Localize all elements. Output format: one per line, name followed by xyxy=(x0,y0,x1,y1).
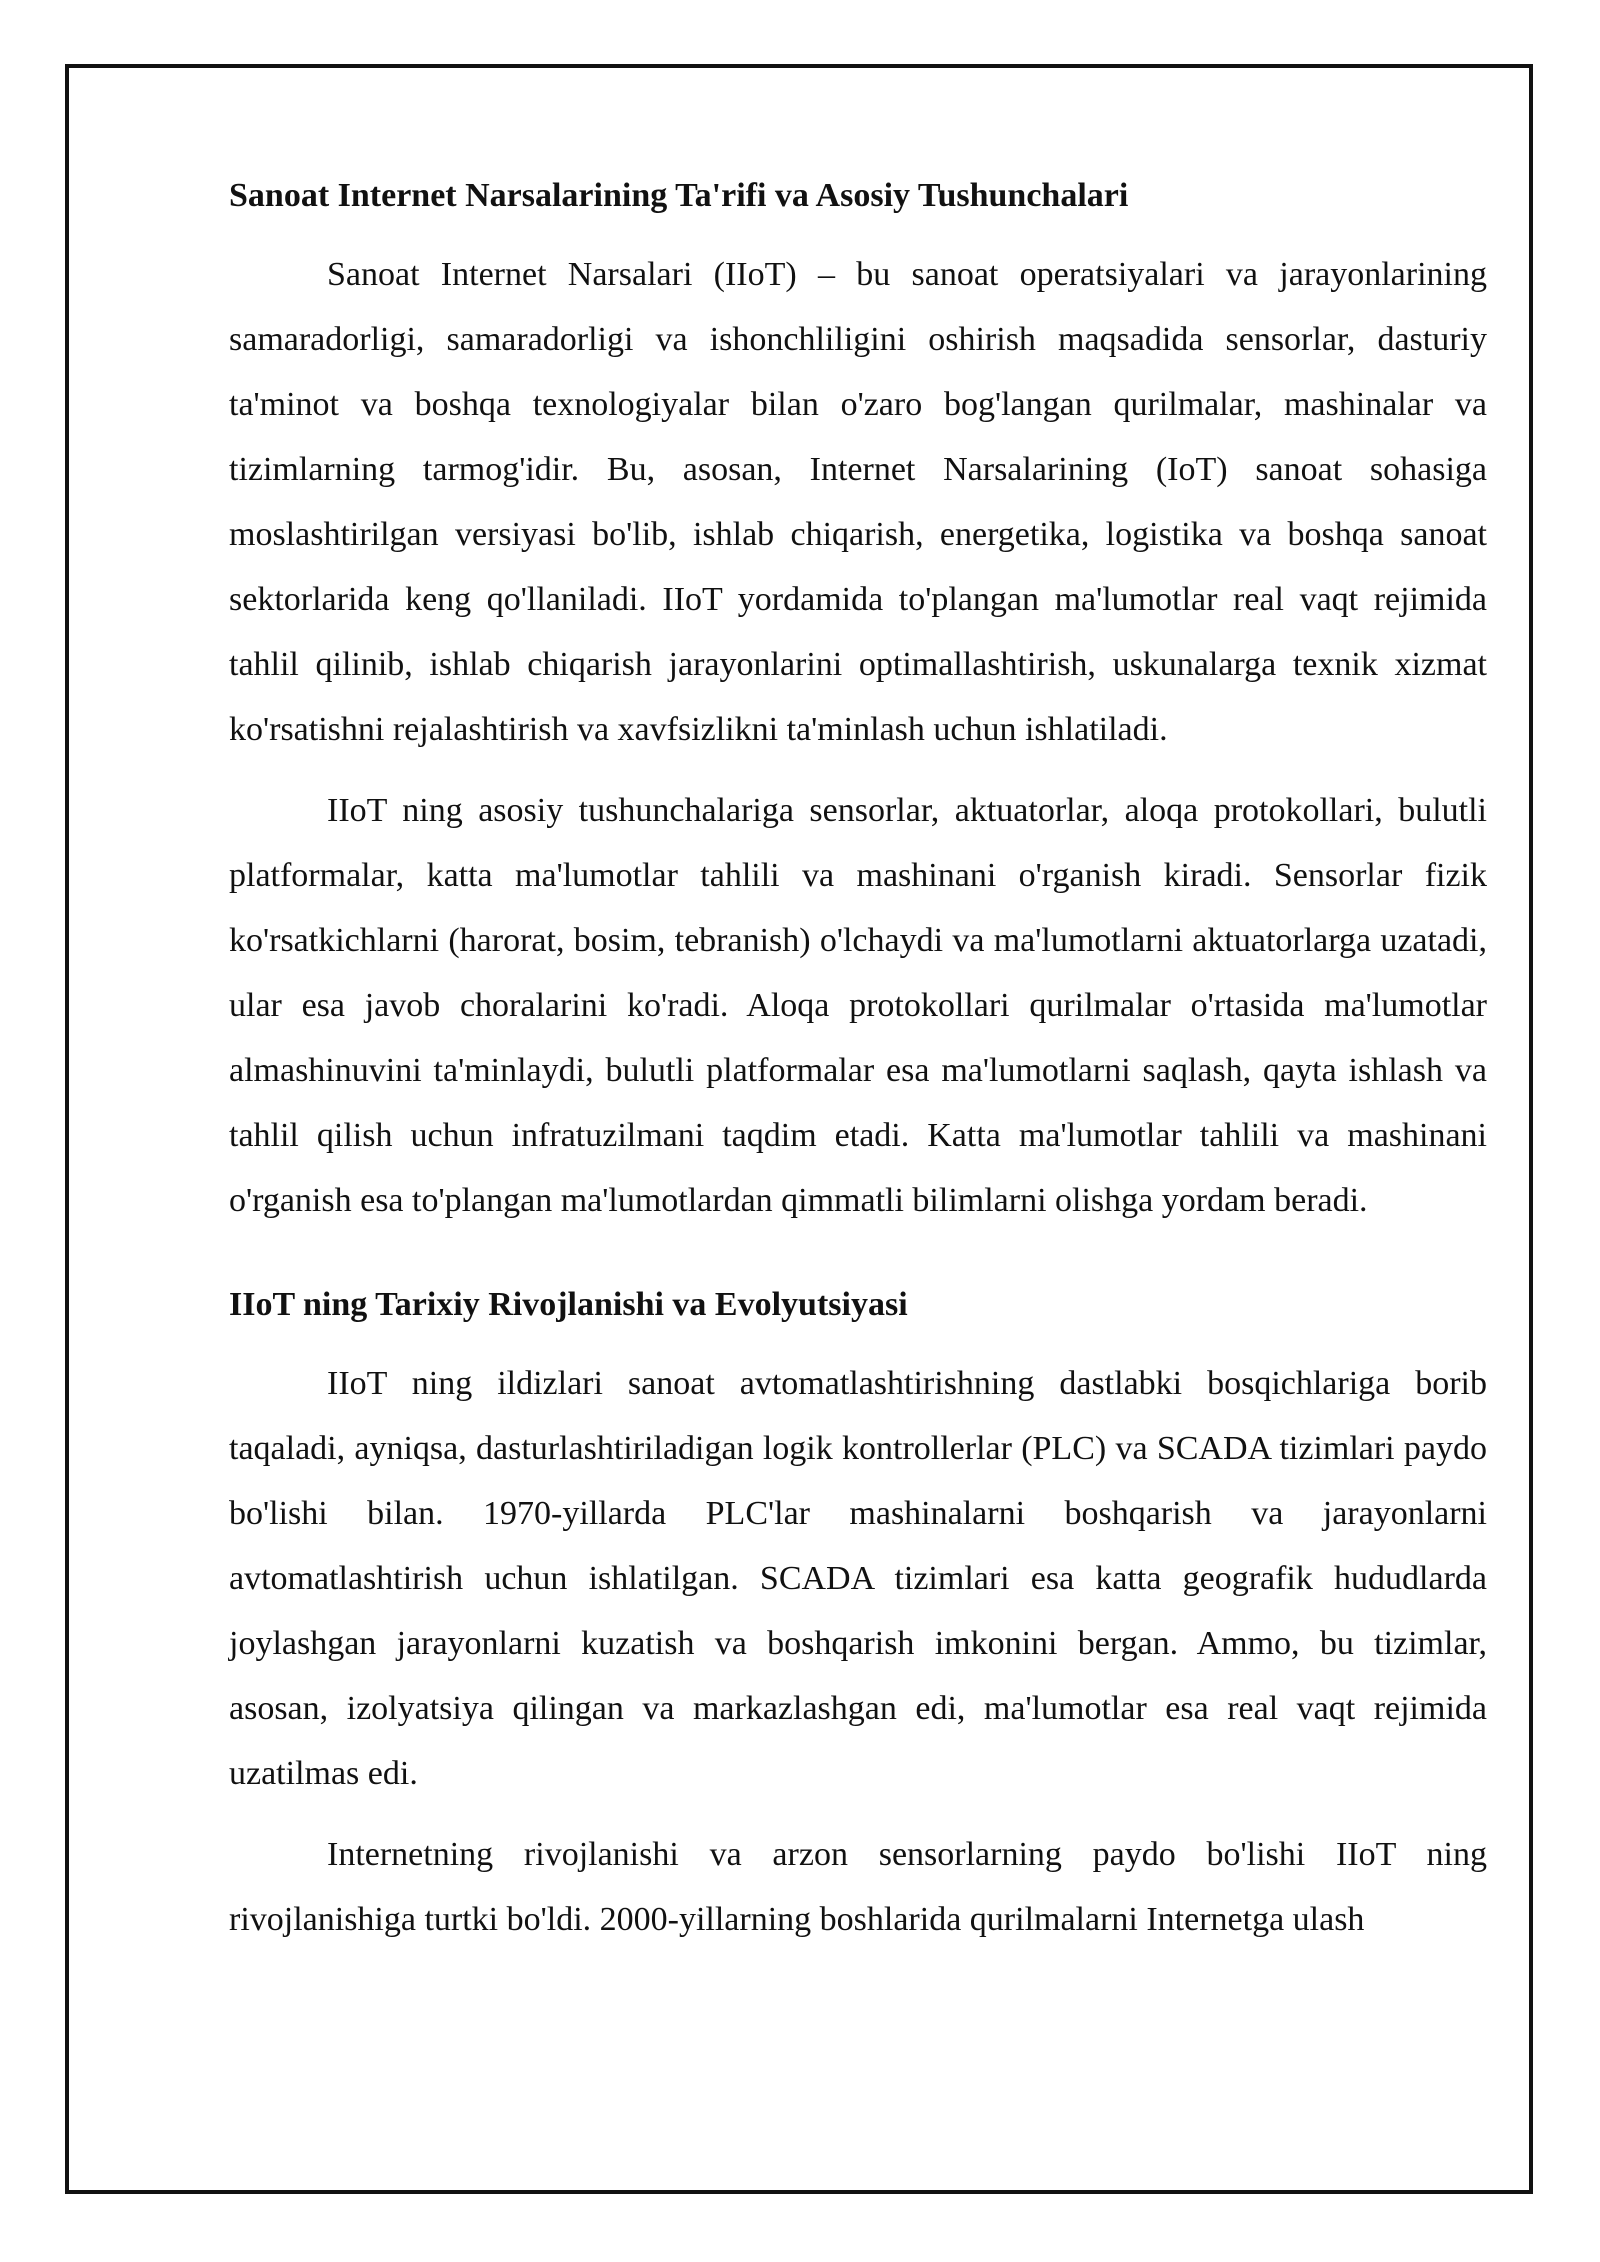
section-iiot-history xyxy=(229,1281,1487,1952)
section-iiot-definition xyxy=(229,172,1487,1233)
section-heading: Sanoat Internet Narsalarining Ta'rifi va Asosiy Tushunchalari xyxy=(229,177,1129,214)
paragraph: IIoT ning ildizlari sanoat avtomatlashtirishning dastlabki bosqichlariga borib taqaladi, ayniqsa, dasturlashtiriladigan logik kontrollerlar (PLC) va SCADA tizimlari paydo bo'lishi bilan. 1970-yillarda PLC'lar mashinalarni boshqarish va jarayonlarni avtomatlashtirish uchun ishlatilgan. SCADA tizimlari esa katta geografik hududlarda joylashgan jarayonlarni kuzatish va boshqarish imkonini bergan. Ammo, bu tizimlar, asosan, izolyatsiya qilingan va markazlashgan edi, ma'lumotlar esa real vaqt rejimida uzatilmas edi. xyxy=(229,1365,1487,1792)
paragraph: IIoT ning asosiy tushunchalariga sensorlar, aktuatorlar, aloqa protokollari, bulutli platformalar, katta ma'lumotlar tahlili va mashinani o'rganish kiradi. Sensorlar fizik ko'rsatkichlarni (harorat, bosim, tebranish) o'lchaydi va ma'lumotlarni aktuatorlarga uzatadi, ular esa javob choralarini ko'radi. Aloqa protokollari qurilmalar o'rtasida ma'lumotlar almashinuvini ta'minlaydi, bulutli platformalar esa ma'lumotlarni saqlash, qayta ishlash va tahlil qilish uchun infratuzilmani taqdim etadi. Katta ma'lumotlar tahlili va mashinani o'rganish esa to'plangan ma'lumotlardan qimmatli bilimlarni olishga yordam beradi. xyxy=(229,792,1487,1219)
paragraph: Sanoat Internet Narsalari (IIoT) – bu sanoat operatsiyalari va jarayonlarining samaradorligi, samaradorligi va ishonchliligini oshirish maqsadida sensorlar, dasturiy ta'minot va boshqa texnologiyalar bilan o'zaro bog'langan qurilmalar, mashinalar va tizimlarning tarmog'idir. Bu, asosan, Internet Narsalarining (IoT) sanoat sohasiga moslashtirilgan versiyasi bo'lib, ishlab chiqarish, energetika, logistika va boshqa sanoat sektorlarida keng qo'llaniladi. IIoT yordamida to'plangan ma'lumotlar real vaqt rejimida tahlil qilinib, ishlab chiqarish jarayonlarini optimallashtirish, uskunalarga texnik xizmat ko'rsatishni rejalashtirish va xavfsizlikni ta'minlash uchun ishlatiladi. xyxy=(229,256,1487,748)
paragraph: Internetning rivojlanishi va arzon sensorlarning paydo bo'lishi IIoT ning rivojlanishiga turtki bo'ldi. 2000-yillarning boshlarida qurilmalarni Internetga ulash xyxy=(229,1836,1487,1938)
document-body xyxy=(229,172,1487,1968)
section-heading: IIoT ning Tarixiy Rivojlanishi va Evolyutsiyasi xyxy=(229,1286,908,1323)
